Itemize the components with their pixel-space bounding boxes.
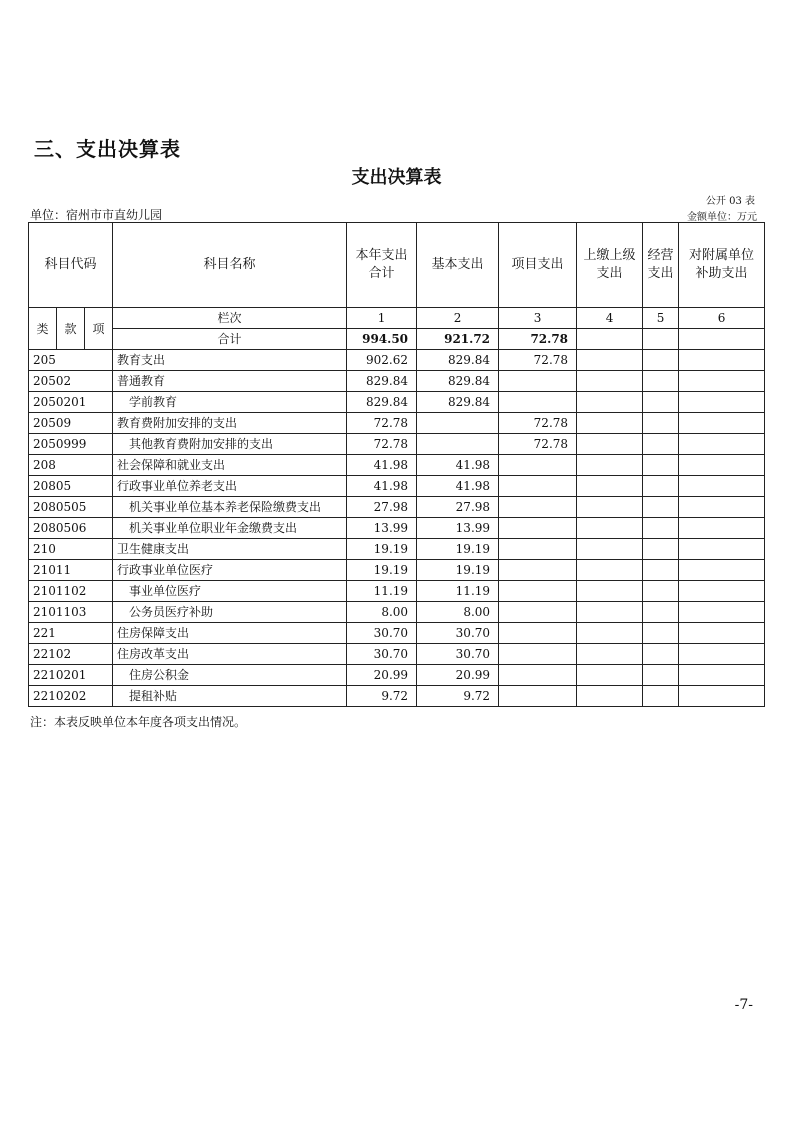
row-total: 8.00: [347, 602, 417, 623]
row-basic: 30.70: [417, 644, 499, 665]
row-code: 20805: [29, 476, 113, 497]
row-total: 72.78: [347, 434, 417, 455]
row-basic: 27.98: [417, 497, 499, 518]
row-upper: [577, 560, 643, 581]
row-code: 2050201: [29, 392, 113, 413]
row-business: [643, 581, 679, 602]
row-name: 教育费附加安排的支出: [113, 413, 347, 434]
row-business: [643, 665, 679, 686]
row-affiliate: [679, 560, 765, 581]
row-name: 普通教育: [113, 371, 347, 392]
row-upper: [577, 665, 643, 686]
row-project: [499, 476, 577, 497]
row-name: 住房改革支出: [113, 644, 347, 665]
header-affiliate: 对附属单位补助支出: [679, 223, 765, 308]
row-name: 机关事业单位职业年金缴费支出: [113, 518, 347, 539]
table-note: 注：本表反映单位本年度各项支出情况。: [30, 715, 247, 729]
row-business: [643, 497, 679, 518]
header-upper: 上缴上级支出: [577, 223, 643, 308]
table-row: [29, 350, 765, 371]
row-affiliate: [679, 455, 765, 476]
column-number: 4: [577, 308, 643, 329]
table-row: [29, 686, 765, 707]
row-project: [499, 644, 577, 665]
row-business: [643, 392, 679, 413]
row-affiliate: [679, 413, 765, 434]
header-basic: 基本支出: [417, 223, 499, 308]
row-project: 72.78: [499, 350, 577, 371]
header-project: 项目支出: [499, 223, 577, 308]
total-amount: 994.50: [347, 329, 417, 350]
row-project: [499, 392, 577, 413]
row-business: [643, 602, 679, 623]
row-project: [499, 623, 577, 644]
expenditure-table: [28, 222, 765, 707]
table-row: [29, 644, 765, 665]
row-business: [643, 644, 679, 665]
row-business: [643, 623, 679, 644]
row-affiliate: [679, 392, 765, 413]
row-code: 2101102: [29, 581, 113, 602]
table-row: [29, 455, 765, 476]
row-total: 13.99: [347, 518, 417, 539]
row-basic: 11.19: [417, 581, 499, 602]
row-business: [643, 350, 679, 371]
row-total: 20.99: [347, 665, 417, 686]
row-project: [499, 665, 577, 686]
table-row: [29, 476, 765, 497]
row-affiliate: [679, 623, 765, 644]
row-project: [499, 455, 577, 476]
row-total: 9.72: [347, 686, 417, 707]
row-upper: [577, 623, 643, 644]
row-business: [643, 413, 679, 434]
row-total: 829.84: [347, 371, 417, 392]
row-upper: [577, 350, 643, 371]
row-project: [499, 497, 577, 518]
row-project: [499, 602, 577, 623]
row-upper: [577, 644, 643, 665]
row-basic: 9.72: [417, 686, 499, 707]
total-project: 72.78: [499, 329, 577, 350]
row-affiliate: [679, 644, 765, 665]
table-row: [29, 539, 765, 560]
table-row: [29, 497, 765, 518]
total-business: [643, 329, 679, 350]
header-name: 科目名称: [113, 223, 347, 308]
row-code: 20502: [29, 371, 113, 392]
column-number: 2: [417, 308, 499, 329]
column-number: 6: [679, 308, 765, 329]
row-affiliate: [679, 434, 765, 455]
row-project: [499, 539, 577, 560]
row-basic: 829.84: [417, 371, 499, 392]
row-affiliate: [679, 539, 765, 560]
row-total: 27.98: [347, 497, 417, 518]
header-lanci: 栏次: [113, 308, 347, 329]
row-affiliate: [679, 350, 765, 371]
row-basic: [417, 413, 499, 434]
table-row: [29, 623, 765, 644]
row-basic: 30.70: [417, 623, 499, 644]
row-upper: [577, 434, 643, 455]
header-lei: 类: [29, 308, 57, 350]
row-code: 2101103: [29, 602, 113, 623]
row-basic: 19.19: [417, 539, 499, 560]
row-name: 学前教育: [113, 392, 347, 413]
row-upper: [577, 686, 643, 707]
header-total: 本年支出合计: [347, 223, 417, 308]
row-code: 221: [29, 623, 113, 644]
row-upper: [577, 413, 643, 434]
row-affiliate: [679, 371, 765, 392]
row-business: [643, 434, 679, 455]
row-business: [643, 518, 679, 539]
row-basic: 13.99: [417, 518, 499, 539]
row-basic: 20.99: [417, 665, 499, 686]
row-total: 11.19: [347, 581, 417, 602]
page-number: -7-: [734, 997, 753, 1013]
row-business: [643, 371, 679, 392]
row-total: 19.19: [347, 539, 417, 560]
row-code: 21011: [29, 560, 113, 581]
table-row: [29, 602, 765, 623]
total-label: 合计: [113, 329, 347, 350]
row-business: [643, 455, 679, 476]
row-name: 提租补贴: [113, 686, 347, 707]
column-number-row: [29, 308, 765, 329]
row-basic: 19.19: [417, 560, 499, 581]
row-name: 公务员医疗补助: [113, 602, 347, 623]
row-name: 行政事业单位养老支出: [113, 476, 347, 497]
row-basic: 41.98: [417, 455, 499, 476]
row-upper: [577, 539, 643, 560]
header-row: [29, 223, 765, 308]
row-upper: [577, 581, 643, 602]
row-name: 行政事业单位医疗: [113, 560, 347, 581]
row-affiliate: [679, 476, 765, 497]
row-project: [499, 371, 577, 392]
row-basic: 8.00: [417, 602, 499, 623]
row-name: 住房保障支出: [113, 623, 347, 644]
section-title: 三、支出决算表: [34, 137, 181, 161]
table-row: [29, 434, 765, 455]
row-code: 210: [29, 539, 113, 560]
unit-label: 单位：宿州市市直幼儿园: [30, 208, 163, 222]
row-total: 41.98: [347, 455, 417, 476]
row-affiliate: [679, 665, 765, 686]
row-upper: [577, 392, 643, 413]
row-affiliate: [679, 602, 765, 623]
row-upper: [577, 602, 643, 623]
row-name: 机关事业单位基本养老保险缴费支出: [113, 497, 347, 518]
row-total: 19.19: [347, 560, 417, 581]
row-total: 30.70: [347, 623, 417, 644]
header-code: 科目代码: [29, 223, 113, 308]
row-affiliate: [679, 581, 765, 602]
header-business: 经营支出: [643, 223, 679, 308]
header-xiang: 项: [85, 308, 113, 350]
total-upper: [577, 329, 643, 350]
row-project: [499, 686, 577, 707]
row-upper: [577, 518, 643, 539]
column-number: 5: [643, 308, 679, 329]
row-total: 902.62: [347, 350, 417, 371]
row-name: 卫生健康支出: [113, 539, 347, 560]
row-code: 20509: [29, 413, 113, 434]
row-affiliate: [679, 518, 765, 539]
table-row: [29, 665, 765, 686]
row-code: 2050999: [29, 434, 113, 455]
table-row: [29, 413, 765, 434]
column-number: 1: [347, 308, 417, 329]
row-upper: [577, 497, 643, 518]
table-row: [29, 560, 765, 581]
table-row: [29, 392, 765, 413]
table-row: [29, 518, 765, 539]
row-name: 社会保障和就业支出: [113, 455, 347, 476]
row-name: 事业单位医疗: [113, 581, 347, 602]
total-basic: 921.72: [417, 329, 499, 350]
row-business: [643, 560, 679, 581]
header-kuan: 款: [57, 308, 85, 350]
row-business: [643, 539, 679, 560]
row-code: 205: [29, 350, 113, 371]
row-total: 41.98: [347, 476, 417, 497]
row-upper: [577, 476, 643, 497]
row-basic: [417, 434, 499, 455]
row-code: 2210202: [29, 686, 113, 707]
table-row: [29, 371, 765, 392]
amount-unit-label: 金额单位：万元: [687, 212, 757, 223]
row-code: 2080506: [29, 518, 113, 539]
row-total: 829.84: [347, 392, 417, 413]
row-total: 72.78: [347, 413, 417, 434]
row-code: 2210201: [29, 665, 113, 686]
row-code: 2080505: [29, 497, 113, 518]
row-name: 其他教育费附加安排的支出: [113, 434, 347, 455]
row-total: 30.70: [347, 644, 417, 665]
row-project: [499, 581, 577, 602]
row-upper: [577, 371, 643, 392]
total-affiliate: [679, 329, 765, 350]
row-code: 22102: [29, 644, 113, 665]
row-name: 住房公积金: [113, 665, 347, 686]
row-project: [499, 560, 577, 581]
form-code: 公开 03 表: [705, 196, 755, 207]
row-project: 72.78: [499, 413, 577, 434]
row-affiliate: [679, 686, 765, 707]
row-upper: [577, 455, 643, 476]
row-business: [643, 476, 679, 497]
row-project: 72.78: [499, 434, 577, 455]
table-row: [29, 581, 765, 602]
document-title: 支出决算表: [351, 167, 442, 188]
row-affiliate: [679, 497, 765, 518]
row-basic: 829.84: [417, 392, 499, 413]
row-name: 教育支出: [113, 350, 347, 371]
row-code: 208: [29, 455, 113, 476]
row-business: [643, 686, 679, 707]
row-basic: 829.84: [417, 350, 499, 371]
row-basic: 41.98: [417, 476, 499, 497]
total-row: [29, 329, 765, 350]
row-project: [499, 518, 577, 539]
column-number: 3: [499, 308, 577, 329]
